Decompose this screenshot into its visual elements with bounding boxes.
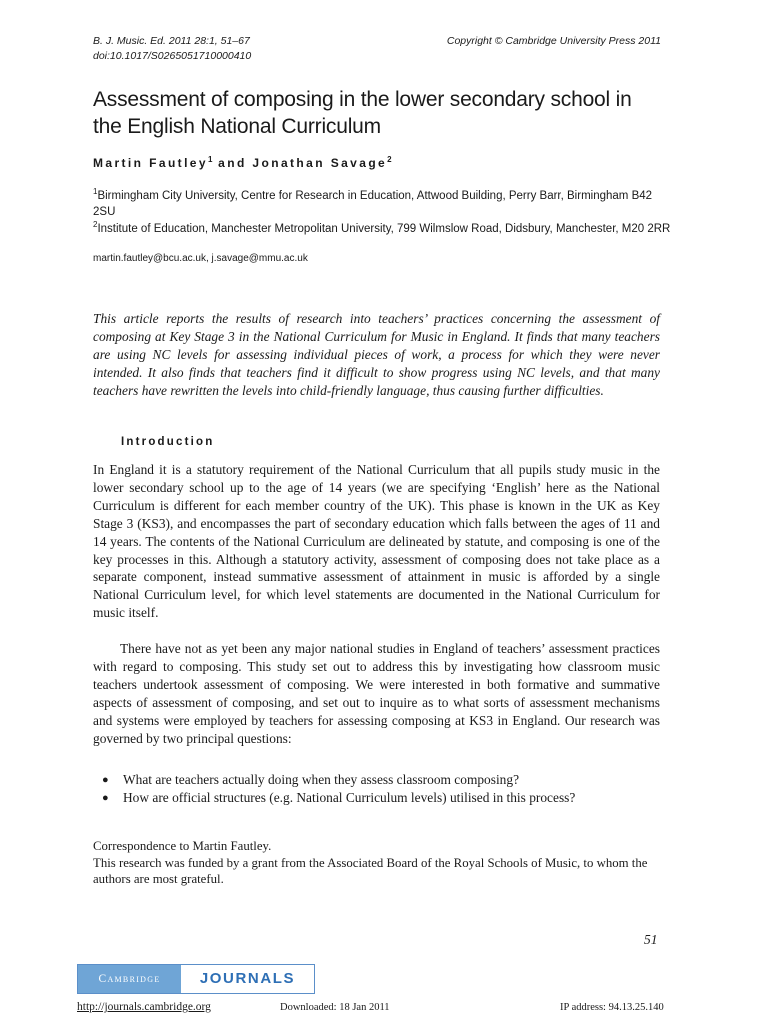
journal-reference: B. J. Music. Ed. 2011 28:1, 51–67 — [93, 35, 250, 47]
funding-note: This research was funded by a grant from the Associated Board of the Royal Schools of Music, to whom the authors are most grateful. — [93, 856, 648, 886]
bullet-icon: ● — [102, 774, 109, 786]
download-date: Downloaded: 18 Jan 2011 — [280, 1002, 390, 1013]
affiliation-2 — [93, 221, 673, 237]
cambridge-journals-logo[interactable] — [77, 964, 315, 994]
author-list — [93, 156, 392, 170]
author-2-affiliation-mark: 2 — [387, 155, 392, 164]
affiliation-1-mark: 1 — [93, 187, 98, 197]
body-paragraph: In England it is a statutory requirement of the National Curriculum that all pupils study music in the lower secondary school up to the age of 14 years (we are specifying ‘English’ here as the National Curriculum is different for each member country of the UK). This phase is known in the UK as Key Stage 3 (KS3), and encompasses the part of secondary education which falls between the ages of 11 and 14 years. The contents of the National Curriculum are delineated by statute, and composing is one of the key processes in this. Although a statutory activity, assessment of composing does not take place as a separate component, instead summative assessment of attainment in music is afforded by a single National Curriculum level, for which level statements are documented in the National Curriculum for music itself. — [93, 462, 660, 621]
logo-journals-text: JOURNALS — [199, 970, 296, 987]
author-conjunction: and — [218, 156, 247, 170]
affiliation-2-text: Institute of Education, Manchester Metropolitan University, 799 Wilmslow Road, Didsbury, Manchester, M20 2RR — [97, 223, 671, 235]
affiliation-1 — [93, 188, 673, 220]
correspondence-note: Correspondence to Martin Fautley. — [93, 839, 272, 853]
page-number: 51 — [644, 932, 658, 947]
ip-address: IP address: 94.13.25.140 — [560, 1002, 664, 1013]
author-1: Martin Fautley — [93, 156, 208, 170]
author-1-affiliation-mark: 1 — [207, 155, 213, 164]
author-emails: martin.fautley@bcu.ac.uk, j.savage@mmu.ac.uk — [93, 253, 308, 264]
bullet-icon: ● — [102, 792, 109, 804]
title-line-1: Assessment of composing in the lower secondary school in — [93, 88, 632, 111]
abstract: This article reports the results of research into teachers’ practices concerning the assessment of composing at Key Stage 3 in the National Curriculum for Music in England. It finds that many teachers are using NC levels for assessing individual pieces of work, a process for which they were never intended. It also finds that teachers find it difficult to show progress using NC levels, and that many teachers have rewritten the levels into child-friendly language, thus causing further difficulties. — [93, 311, 660, 398]
affiliation-2-mark: 2 — [93, 220, 98, 230]
copyright-notice: Copyright © Cambridge University Press 2011 — [446, 35, 661, 47]
journals-site-link[interactable]: http://journals.cambridge.org — [77, 1001, 211, 1013]
article-title — [93, 86, 683, 140]
list-item-text: What are teachers actually doing when they assess classroom composing? — [123, 772, 520, 787]
title-line-2: the English National Curriculum — [93, 115, 381, 138]
logo-cambridge-text: Cambridge — [78, 965, 181, 993]
body-paragraph: There have not as yet been any major national studies in England of teachers’ assessment practices with regard to composing. This study set out to address this by investigating how classroom music teachers undertook assessment of composing. We were interested in both formative and summative aspects of assessment of composing, and set out to inquire as to what sorts of assessment mechanisms and systems were employed by teachers for assessing composing at KS3 in England. Our research was governed by two principal questions: — [93, 641, 660, 746]
section-heading-introduction: Introduction — [121, 436, 215, 448]
affiliation-1-text: Birmingham City University, Centre for Research in Education, Attwood Building, Perry Barr, Birmingham B42 2SU — [93, 190, 653, 218]
doi: doi:10.1017/S0265051710000410 — [93, 50, 252, 62]
list-item-text: How are official structures (e.g. National Curriculum levels) utilised in this process? — [123, 790, 576, 805]
author-2: Jonathan Savage — [252, 156, 388, 170]
